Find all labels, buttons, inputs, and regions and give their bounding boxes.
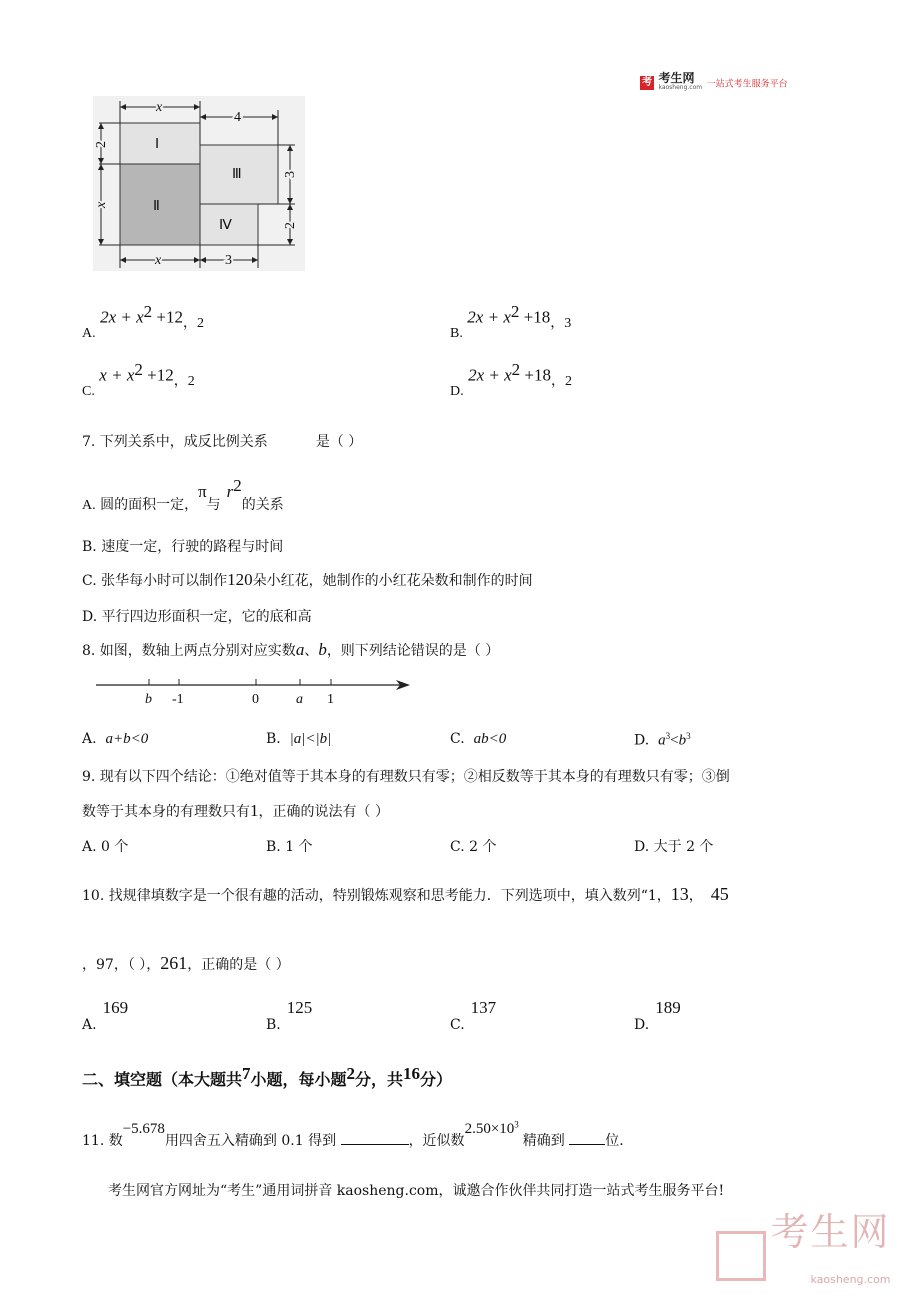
q9-option-d[interactable]: D. 大于 2 个 [634,839,714,855]
axis-one: 1 [327,692,334,707]
q9-option-b[interactable]: B. 1 个 [266,839,313,855]
area-figure [93,96,305,271]
region-4-label: Ⅳ [219,218,232,233]
q6-option-d[interactable]: D. $2x + x^2 +18$，2 [450,360,572,399]
q11: 11. 数−5.678用四舍五入精确到 0.1 得到 ，近似数$2.50\times 10^3$精确到 位. [82,1119,624,1149]
q10-option-a[interactable]: A.169 [82,998,129,1033]
q8-option-a[interactable]: A. a+b<0 [82,731,149,747]
q9-option-a[interactable]: A. 0 个 [82,839,129,855]
dim-top-4: 4 [234,110,241,125]
dim-left-x: x [94,201,109,208]
q9-stem-line2: 数等于其本身的有理数只有1，正确的说法有（ ） [82,801,389,820]
logo-url: kaosheng.com [658,84,703,91]
q7-option-b[interactable]: B. 速度一定，行驶的路程与时间 [82,539,284,555]
region-1-label: Ⅰ [155,137,160,152]
q8-option-c[interactable]: C. ab<0 [450,731,507,747]
q9-option-c[interactable]: C. 2 个 [450,839,497,855]
watermark-url: kaosheng.com [810,1273,891,1286]
dim-top-x: x [156,100,163,115]
watermark-logo-icon [716,1231,766,1281]
area-figure-svg [93,96,305,271]
number-line [92,673,414,709]
q7-option-a[interactable]: A. 圆的面积一定，π与$r^2$的关系 [82,476,284,513]
q9-stem-line1: 9. 现有以下四个结论：①绝对值等于其本身的有理数只有零；②相反数等于其本身的有理数只有零；③倒 [82,769,730,785]
axis-minus-1: -1 [172,692,184,707]
region-2-label: Ⅱ [153,199,160,214]
q7-option-d[interactable]: D. 平行四边形面积一定，它的底和高 [82,609,312,625]
q6-a-expr: 2x + x [100,307,144,327]
q8-option-d[interactable]: D. $a^3<b^3$ [634,731,691,749]
q10-option-d[interactable]: D.189 [634,998,681,1033]
axis-zero: 0 [252,692,259,707]
q10-option-c[interactable]: C.137 [450,998,497,1033]
dim-left-2: 2 [94,141,109,148]
q7-stem: 7. 下列关系中，成反比例关系 是（ ） [82,434,363,450]
q8-stem: 8. 如图，数轴上两点分别对应实数a、b，则下列结论错误的是（ ） [82,640,500,659]
axis-a: a [296,692,303,707]
axis-b: b [145,692,152,707]
q10-stem-line1: 10. 找规律填数字是一个很有趣的活动，特别锻炼观察和思考能力．下列选项中，填入数列“1，13， 45 [82,884,729,904]
watermark-text: 考生网 [770,1210,891,1254]
region-2-rect [120,164,200,245]
brand-logo-icon: 考 [642,77,652,88]
q8-option-b[interactable]: B. |a|<|b| [266,731,332,747]
logo-name: 考生网 [658,71,695,85]
header-logo [640,73,788,93]
q10-option-b[interactable]: B.125 [266,998,313,1033]
dim-bottom-3: 3 [225,253,232,268]
region-1-rect [120,123,200,164]
q6-option-b[interactable]: B. $2x + x^2 +18$，3 [450,302,572,341]
region-3-label: Ⅲ [232,167,242,182]
watermark [716,1210,891,1298]
dim-right-2: 2 [283,222,298,229]
q10-stem-line2: ，97，（ ），261，正确的是（ ） [82,953,290,973]
q6-option-c[interactable]: C. $x + x^2 +12$，2 [82,360,195,399]
q6-option-a[interactable]: A. $2x + x^2 +12$，2 [82,302,204,341]
q11-blank-2[interactable] [569,1130,605,1145]
footer-text: 考生网官方网址为“考生”通用词拼音 kaosheng.com，诚邀合作伙伴共同打造一站式考生服务平台! [108,1183,725,1199]
q7-option-c[interactable]: C. 张华每小时可以制作120朵小红花，她制作的小红花朵数和制作的时间 [82,570,533,589]
q11-blank-1[interactable] [341,1130,409,1145]
dim-right-3: 3 [283,171,298,178]
dim-bottom-x: x [155,253,162,268]
header-slogan: 一站式考生服务平台 [706,79,788,90]
section-2-heading: 二、填空题（本大题共7小题，每小题2分，共16分） [82,1064,453,1089]
